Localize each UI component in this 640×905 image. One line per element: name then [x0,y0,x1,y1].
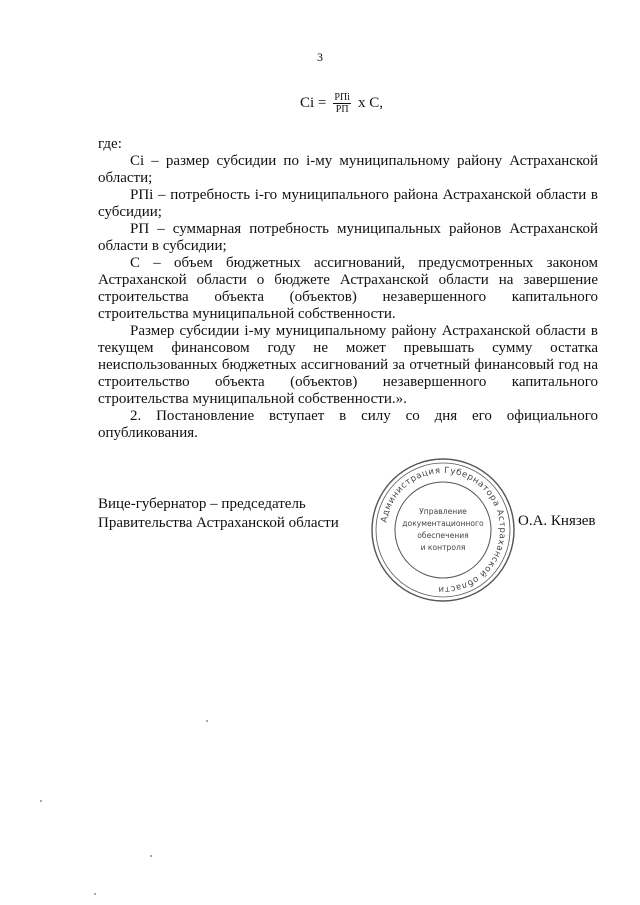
official-seal [369,456,517,604]
paragraph-ci-definition: Сi – размер субсидии по i-му муниципальному району Астраханской области; [98,153,598,186]
seal-outer-text: Администрация Губернатора Астраханской области [379,465,508,595]
paragraph-c-definition: С – объем бюджетных ассигнований, предусмотренных законом Астраханской области о бюджете Астраханской области на завершение строительства объекта (объектов) незавершенного капитального строительства муниципальной собственности. [98,255,598,322]
svg-text:Администрация Губернатора Астр [379,466,507,594]
subsidy-formula [300,92,383,115]
paragraph-where: где: [98,136,122,152]
scan-speck [150,855,152,857]
seal-inner-line-2: документационного [402,519,484,528]
seal-inner-line-1: Управление [419,507,467,516]
formula-fraction [333,92,351,115]
formula-numerator: РПi [334,92,350,103]
formula-denominator: РП [335,104,349,115]
paragraph-rpi-definition: РПi – потребность i-го муниципального района Астраханской области в субсидии; [98,187,598,220]
scan-speck [206,720,208,722]
signatory-name: О.А. Князев [518,513,596,529]
signatory-position-line-1: Вице-губернатор – председатель [98,496,306,512]
signatory-position [98,495,339,533]
document-body [98,136,598,442]
formula-rhs: х С, [357,95,383,111]
scan-speck [40,800,42,802]
formula-lhs: Сi = [300,95,327,111]
paragraph-subsidy-limit: Размер субсидии i-му муниципальному району Астраханской области в текущем финансовом году не может превышать сумму остатка неиспользованных бюджетных ассигнований за отчетный финансовый год на строительство объекта (объектов) незавершенного капитального строительства муниципальной собственности.». [98,323,598,407]
page-number: 3 [317,50,323,64]
signatory-position-line-2: Правительства Астраханской области [98,515,339,531]
seal-inner-line-4: и контроля [420,543,466,552]
seal-inner-line-3: обеспечения [417,531,469,540]
scan-speck [94,893,96,895]
paragraph-rp-definition: РП – суммарная потребность муниципальных районов Астраханской области в субсидии; [98,221,598,254]
paragraph-entry-into-force: 2. Постановление вступает в силу со дня его официального опубликования. [98,408,598,441]
